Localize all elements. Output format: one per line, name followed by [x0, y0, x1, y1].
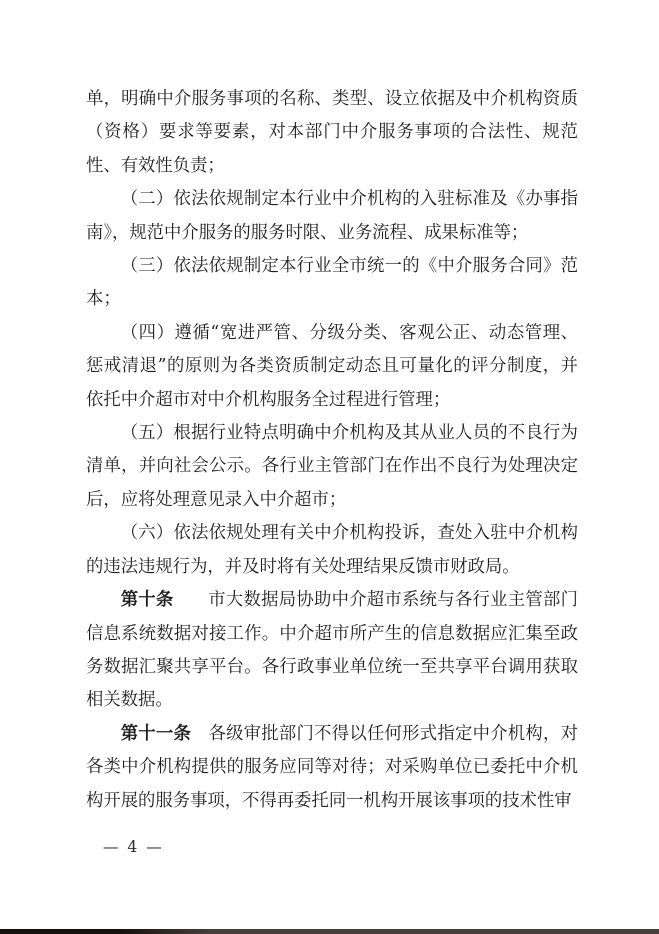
paragraph [86, 83, 578, 183]
paragraph-text: （四）遵循“宽进严管、分级分类、客观公正、动态管理、惩戒清退”的原则为各类资质制定动态且可量化的评分制度，并依托中介超市对中介机构服务全过程进行管理； [86, 322, 578, 410]
paragraph [86, 517, 578, 584]
paragraph-text: 单，明确中介服务事项的名称、类型、设立依据及中介机构资质（资格）要求等要素，对本部门中介服务事项的合法性、规范性、有效性负责； [86, 89, 578, 176]
clause-number: 第十条 [120, 590, 174, 611]
paragraph [86, 250, 578, 317]
paragraph [86, 417, 578, 517]
paragraph-text: 市大数据局协助中介超市系统与各行业主管部门信息系统数据对接工作。中介超市所产生的信息数据应汇集至政务数据汇聚共享平台。各行政事业单位统一至共享平台调用获取相关数据。 [86, 590, 578, 711]
paragraph [86, 183, 578, 250]
paragraph-text: （六）依法依规处理有关中介机构投诉，查处入驻中介机构的违法违规行为，并及时将有关处理结果反馈市财政局。 [86, 523, 578, 577]
paragraph-text: （二）依法依规制定本行业中介机构的入驻标准及《办事指南》，规范中介服务的服务时限、业务流程、成果标准等； [86, 189, 578, 243]
paragraph-text: （三）依法依规制定本行业全市统一的《中介服务合同》范本； [86, 256, 578, 310]
scan-edge-artifact [0, 929, 659, 934]
paragraph-text: 各级审批部门不得以任何形式指定中介机构，对各类中介机构提供的服务应同等对待；对采购单位已委托中介机构开展的服务事项，不得再委托同一机构开展该事项的技术性审 [86, 723, 578, 811]
paragraph [86, 584, 578, 718]
paragraph [86, 718, 578, 818]
paragraph [86, 317, 578, 417]
document-text-block [86, 83, 578, 818]
clause-number: 第十一条 [120, 723, 192, 744]
page-number: — 4 — [103, 838, 164, 856]
paragraph-text: （五）根据行业特点明确中介机构及其从业人员的不良行为清单，并向社会公示。各行业主管部门在作出不良行为处理决定后，应将处理意见录入中介超市； [86, 423, 578, 510]
